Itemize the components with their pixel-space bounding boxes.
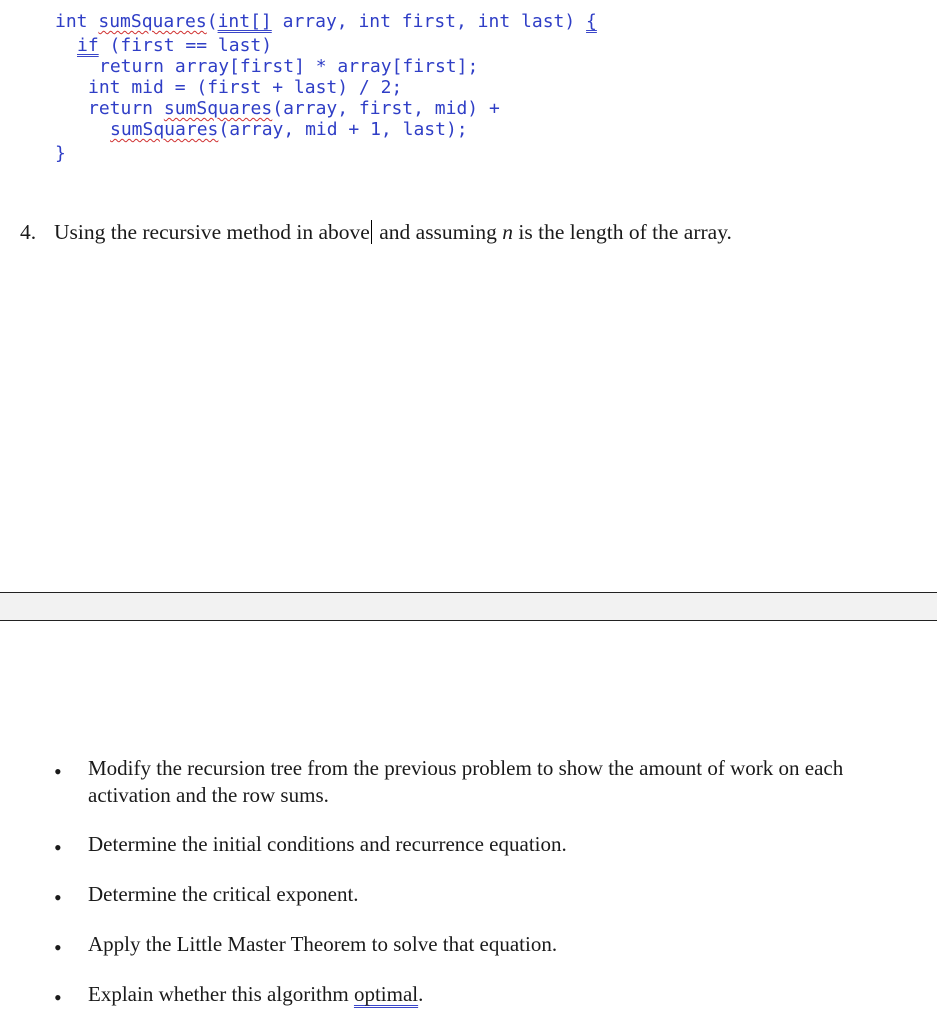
- code-line-2: [77, 35, 272, 56]
- code-line-4: [88, 77, 402, 98]
- question-4[interactable]: [20, 217, 920, 247]
- code-token: (: [206, 11, 218, 32]
- list-item-text: Modify the recursion tree from the previous problem to show the amount of work on each activation and the row sums.: [88, 756, 844, 807]
- code-line-1: [55, 11, 597, 32]
- code-snippet: [0, 11, 937, 200]
- code-line-3: [99, 56, 478, 77]
- code-token: int: [55, 11, 99, 32]
- code-token: return: [88, 98, 164, 119]
- code-token-close-brace: }: [55, 143, 66, 164]
- code-token-type: int[]: [217, 11, 272, 32]
- list-item-text: [88, 981, 878, 1008]
- code-line-6: [110, 119, 468, 140]
- grammar-flagged-word: optimal: [353, 982, 419, 1006]
- list-item-text: Determine the critical exponent.: [88, 882, 359, 906]
- code-token-if: if: [77, 35, 99, 56]
- question-number: 4.: [20, 220, 37, 244]
- list-item-text: Determine the initial conditions and recurrence equation.: [88, 832, 567, 856]
- bullet-icon: •: [54, 835, 62, 860]
- code-token-method-name: sumSquares: [163, 98, 273, 119]
- code-token-method-name: sumSquares: [110, 119, 219, 140]
- bullet-icon: •: [54, 985, 62, 1010]
- code-token: (array, first, mid) +: [272, 98, 500, 119]
- code-token: int mid = (first + last) / 2;: [88, 77, 403, 98]
- bullet-icon: •: [54, 935, 62, 960]
- code-line-7: [55, 143, 66, 164]
- question-text-cont: and assuming: [373, 220, 503, 244]
- list-item-text: Apply the Little Master Theorem to solve that equation.: [88, 932, 558, 956]
- code-token: (first == last): [98, 35, 273, 56]
- bullet-icon: •: [54, 885, 62, 910]
- question-variable: n: [502, 220, 514, 244]
- code-token: (array, mid + 1, last);: [218, 119, 468, 140]
- question-text: Using the recursive method in above: [54, 220, 370, 244]
- code-token: array, int first, int last): [271, 11, 587, 32]
- list-item-text-part: Explain whether this algorithm: [88, 982, 354, 1006]
- code-line-5: [88, 98, 500, 119]
- code-token: return array[first] * array[first];: [99, 56, 479, 77]
- text-cursor: [371, 220, 372, 244]
- question-text-end: is the length of the array.: [513, 220, 732, 244]
- bullet-icon: •: [54, 759, 62, 784]
- section-divider: [0, 592, 937, 621]
- code-token-method-name: sumSquares: [98, 11, 207, 32]
- code-token-brace: {: [586, 11, 597, 32]
- list-item-text-part: .: [418, 982, 424, 1006]
